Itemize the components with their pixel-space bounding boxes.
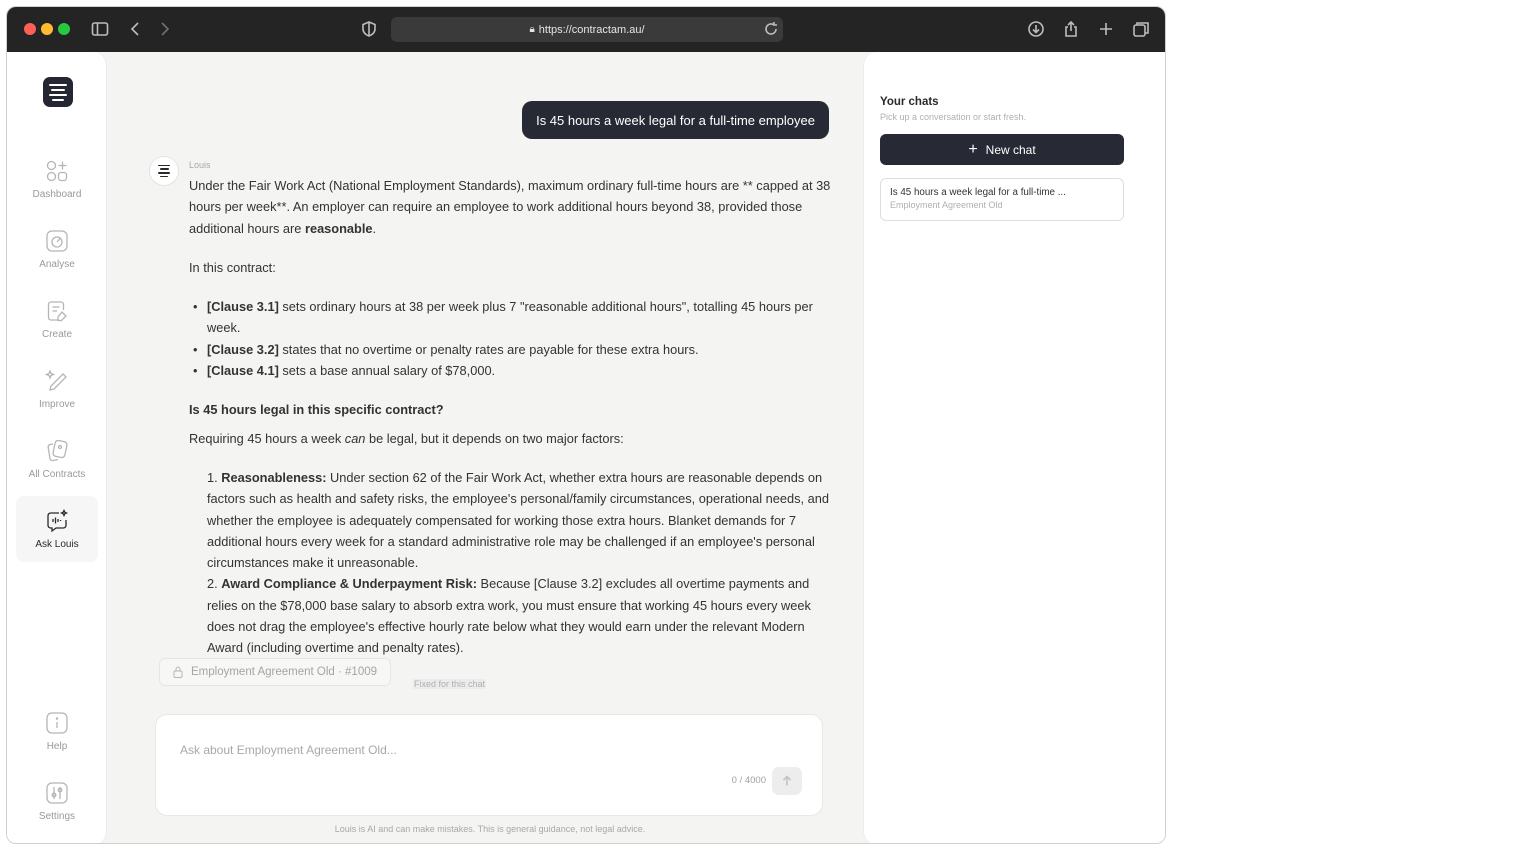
sidebar-item-analyse[interactable]	[16, 216, 98, 282]
ask-louis-icon	[45, 509, 69, 533]
create-icon	[45, 299, 69, 323]
chat-input-box[interactable]	[155, 714, 823, 816]
sidebar-item-improve[interactable]	[16, 356, 98, 422]
list-item: 2. Award Compliance & Underpayment Risk: Because [Clause 3.2] excludes all overtime payments and relies on the $78,000 base salary to absorb extra work, you must ensure that working 45 hours every week does not drag the employee's effective hourly rate below what they would earn under the relevant Modern Award (including overtime and penalty rates).	[207, 576, 811, 656]
chat-input-placeholder[interactable]: Ask about Employment Agreement Old...	[180, 743, 397, 757]
contract-heading: In this contract:	[189, 259, 276, 275]
panel-title: Your chats	[880, 96, 939, 108]
tab-overview-icon[interactable]	[1131, 19, 1151, 39]
logo-icon[interactable]	[43, 77, 73, 107]
back-icon[interactable]	[126, 19, 146, 39]
disclaimer: Louis is AI and can make mistakes. This is general guidance, not legal advice.	[334, 824, 646, 834]
contract-chip-label: Employment Agreement Old · #1009	[191, 666, 378, 678]
improve-icon	[45, 369, 69, 393]
chat-history-title: Is 45 hours a week legal for a full-time ...	[890, 187, 1066, 198]
plus-icon: +	[968, 140, 978, 158]
sidebar-item-dashboard[interactable]	[16, 146, 98, 212]
minimize-window-button[interactable]	[41, 23, 53, 35]
sidebar-item-label: Dashboard	[32, 188, 82, 200]
url-text: https://contractam.au/	[538, 23, 645, 36]
bot-name: Louis	[189, 160, 211, 170]
list-item: • [Clause 3.1] sets ordinary hours at 38 per week plus 7 "reasonable additional hours", totalling 45 hours per week.	[207, 296, 837, 339]
lock-icon: 🔒︎	[529, 24, 535, 35]
dashboard-icon	[45, 159, 69, 183]
browser-window	[6, 6, 1166, 844]
panel-subtitle: Pick up a conversation or start fresh.	[880, 112, 1027, 122]
louis-avatar	[149, 156, 179, 186]
shield-icon[interactable]	[359, 19, 379, 39]
forward-icon[interactable]	[154, 19, 174, 39]
chat-area	[107, 52, 863, 844]
sidebar-item-label: Settings	[38, 810, 76, 822]
contract-chip	[159, 658, 391, 686]
app-content	[7, 52, 1165, 844]
sidebar-item-label: Ask Louis	[35, 538, 79, 550]
assistant-answer	[189, 175, 837, 659]
answer-intro: Under the Fair Work Act (National Employment Standards), maximum ordinary full-time hours are ** capped at 38 hours per week**. An employer can require an employee to work additional hours beyond 38, provided those additional hours are reasonable.	[189, 178, 831, 236]
sidebar-item-help[interactable]	[16, 698, 98, 764]
question-heading: Is 45 hours legal in this specific contract?	[189, 402, 444, 418]
sidebar-item-create[interactable]	[16, 286, 98, 352]
analyse-icon	[45, 229, 69, 253]
browser-titlebar	[7, 7, 1165, 52]
new-tab-icon[interactable]	[1096, 19, 1116, 39]
close-window-button[interactable]	[24, 23, 36, 35]
list-item: • [Clause 3.2] states that no overtime or penalty rates are payable for these extra hours.	[207, 339, 837, 360]
clause-list	[207, 296, 837, 381]
arrow-up-icon	[781, 775, 793, 787]
sidebar-item-label: Analyse	[39, 258, 75, 270]
list-item: 1. Reasonableness: Under section 62 of the Fair Work Act, whether extra hours are reasonable depends on factors such as health and safety risks, the employee's personal/family circumstances, operational needs, and whether the employee is adequately compensated for working those extra hours. Blanket demands for 7 additional hours every week for a standard administrative role may be challenged if an employee's personal circumstances make it unreasonable.	[207, 469, 829, 571]
url-bar[interactable]	[391, 17, 783, 42]
settings-icon	[45, 781, 69, 805]
sidebar-item-ask-louis[interactable]	[16, 496, 98, 562]
share-icon[interactable]	[1061, 19, 1081, 39]
sidebar-item-label: All Contracts	[28, 468, 86, 480]
new-chat-label: New chat	[985, 142, 1036, 157]
lock-icon	[173, 666, 183, 678]
user-message: Is 45 hours a week legal for a full-time employee	[522, 101, 829, 139]
chat-history-item[interactable]	[880, 178, 1124, 221]
maximize-window-button[interactable]	[58, 23, 70, 35]
chat-history-subtitle: Employment Agreement Old	[890, 200, 1003, 210]
sidebar	[7, 52, 107, 844]
sidebar-item-label: Help	[46, 740, 68, 752]
download-icon[interactable]	[1026, 19, 1046, 39]
help-icon	[45, 711, 69, 735]
new-chat-button[interactable]	[880, 134, 1124, 165]
chats-panel	[863, 52, 1166, 844]
factors-intro: Requiring 45 hours a week can be legal, but it depends on two major factors:	[189, 430, 624, 446]
char-count: 0 / 4000	[731, 775, 766, 786]
sidebar-item-label: Improve	[38, 398, 76, 410]
sidebar-item-label: Create	[41, 328, 72, 340]
sidebar-item-settings[interactable]	[16, 768, 98, 834]
reload-icon[interactable]	[761, 19, 781, 39]
factors-list	[207, 467, 837, 659]
list-item: • [Clause 4.1] sets a base annual salary of $78,000.	[207, 360, 837, 381]
fixed-note: Fixed for this chat	[414, 679, 486, 689]
sidebar-item-all-contracts[interactable]	[16, 426, 98, 492]
contracts-icon	[45, 439, 69, 463]
sidebar-toggle-icon[interactable]	[90, 19, 110, 39]
send-button[interactable]	[772, 767, 802, 795]
